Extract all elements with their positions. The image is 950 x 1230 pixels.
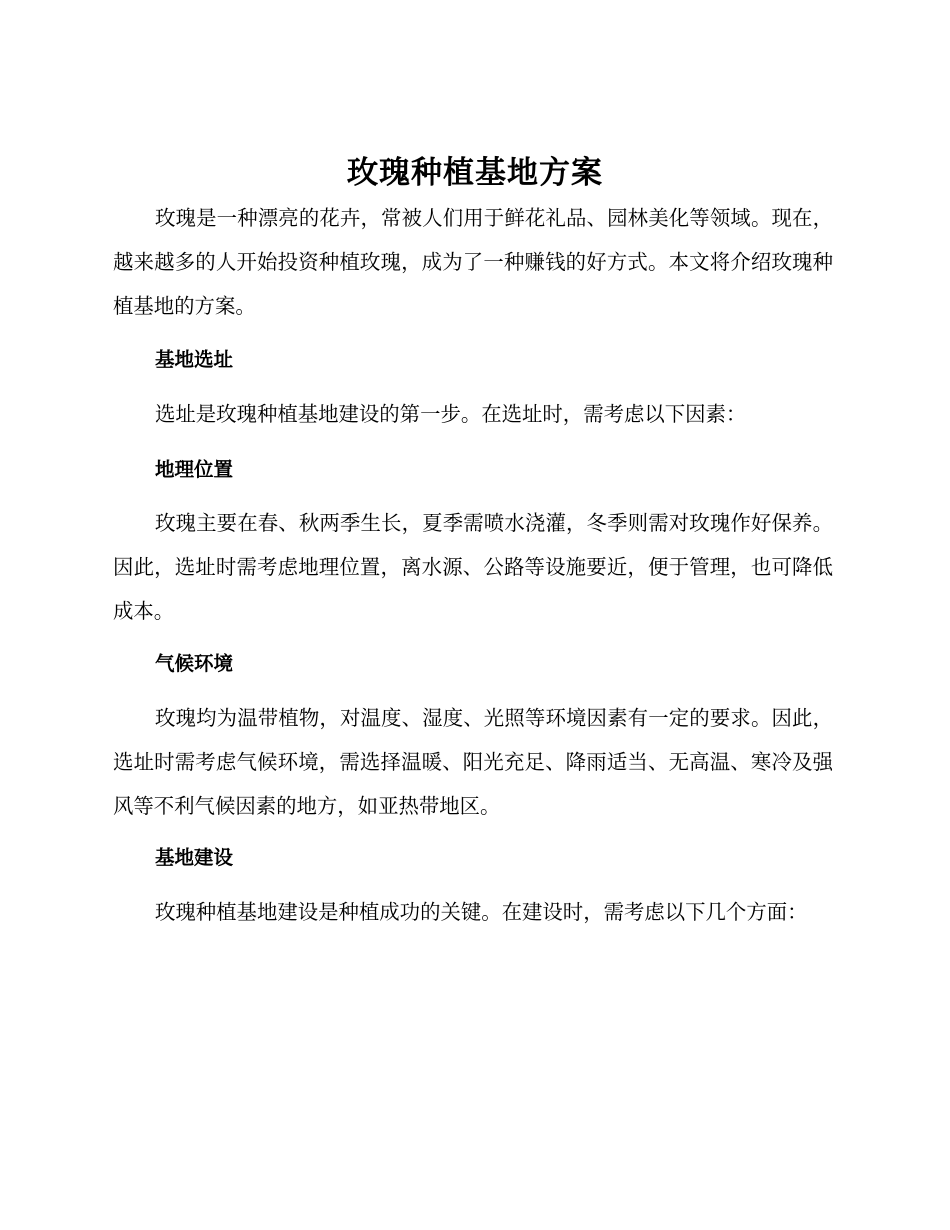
intro-paragraph: 玫瑰是一种漂亮的花卉，常被人们用于鲜花礼品、园林美化等领域。现在，越来越多的人开始投资种植玫瑰，成为了一种赚钱的好方式。本文将介绍玫瑰种植基地的方案。 [113,206,833,318]
section-heading-geography: 地理位置 [155,458,234,481]
document-title: 玫瑰种植基地方案 [347,155,603,191]
section-paragraph-geography: 玫瑰主要在春、秋两季生长，夏季需喷水浇灌，冬季则需对玫瑰作好保养。因此，选址时需考虑地理位置，离水源、公路等设施要近，便于管理，也可降低成本。 [113,511,833,623]
section-heading-climate: 气候环境 [155,652,234,675]
section-heading-construction: 基地建设 [155,846,234,869]
section-heading-site-selection: 基地选址 [155,348,234,371]
section-paragraph-site-selection: 选址是玫瑰种植基地建设的第一步。在选址时，需考虑以下因素： [155,402,747,426]
section-paragraph-construction: 玫瑰种植基地建设是种植成功的关键。在建设时，需考虑以下几个方面： [155,900,808,924]
section-paragraph-climate: 玫瑰均为温带植物，对温度、湿度、光照等环境因素有一定的要求。因此，选址时需考虑气候环境，需选择温暖、阳光充足、降雨适当、无高温、寒冷及强风等不利气候因素的地方，如亚热带地区。 [113,706,833,818]
